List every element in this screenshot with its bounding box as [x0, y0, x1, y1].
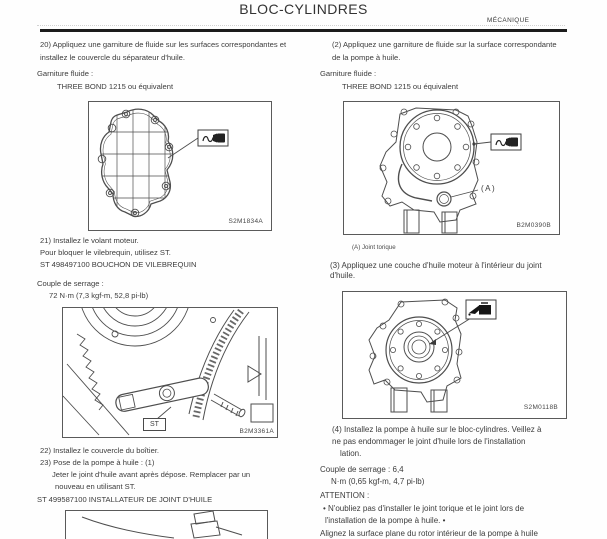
- gasket-value-left: THREE BOND 1215 ou équivalent: [57, 82, 174, 91]
- oil-can-icon: [466, 300, 496, 319]
- step-23-line-3: nouveau en utilisant ST.: [55, 482, 136, 491]
- seal-installer-drawing: [66, 511, 267, 539]
- torque-label-left: Couple de serrage :: [37, 279, 104, 288]
- step-21-line-3: ST 498497100 BOUCHON DE VILEBREQUIN: [40, 260, 197, 269]
- attention-label: ATTENTION :: [320, 491, 370, 500]
- step-23-line-2: Jeter le joint d'huile avant après dépose. Remplacer par un: [52, 470, 251, 479]
- step-22-text: 22) Installez le couvercle du boîtier.: [40, 446, 160, 455]
- gasket-label-left: Garniture fluide :: [37, 69, 94, 78]
- oil-pump-rear-drawing: [343, 292, 566, 418]
- dotted-divider: [37, 25, 565, 26]
- header-rule: [40, 29, 567, 32]
- flywheel-drawing: [63, 308, 277, 437]
- attention-line-2: l'installation de la pompe à huile. •: [325, 516, 446, 525]
- section-label: MÉCANIQUE: [487, 17, 530, 24]
- step-23-line-4: ST 499587100 INSTALLATEUR DE JOINT D'HUILE: [37, 495, 213, 504]
- attention-line-1: • N'oubliez pas d'installer le joint torique et le joint lors de: [323, 504, 525, 513]
- figure-oil-pump-seal: [342, 291, 567, 419]
- gasket-value-right: THREE BOND 1215 ou équivalent: [342, 82, 459, 91]
- step-2-line-1: (2) Appliquez une garniture de fluide sur la surface correspondante: [332, 40, 557, 49]
- attention-line-3: Alignez la surface plane du rotor intérieur de la pompe à huile: [320, 529, 538, 538]
- oil-separator-cover-drawing: [89, 102, 271, 230]
- figure-code: B2M0390B: [516, 222, 551, 229]
- figure-flywheel-st-tool: [62, 307, 278, 438]
- torque-label-right: Couple de serrage : 6,4: [320, 465, 404, 474]
- figure-caption-a: (A) Joint torique: [352, 244, 396, 251]
- step-21-line-1: 21) Installez le volant moteur.: [40, 236, 139, 245]
- page-title: BLOC-CYLINDRES: [239, 1, 368, 17]
- step-2-line-2: de la pompe à huile.: [332, 53, 401, 62]
- liquid-gasket-tube-icon: [198, 130, 228, 146]
- figure-code: S2M1834A: [228, 218, 263, 225]
- figure-oil-separator-cover: [88, 101, 272, 231]
- step-4-line-1: (4) Installez la pompe à huile sur le bloc-cylindres. Veillez à: [332, 425, 542, 434]
- a-callout-label: (A): [481, 184, 497, 193]
- step-23-line-1: 23) Pose de la pompe à huile : (1): [40, 458, 155, 467]
- step-21-line-2: Pour bloquer le vilebrequin, utilisez ST.: [40, 248, 171, 257]
- figure-oil-pump-gasket: [343, 101, 560, 235]
- step-3-line-2: d'huile.: [330, 271, 356, 280]
- figure-code: S2M0118B: [523, 404, 558, 411]
- step-4-line-3: lation.: [340, 449, 362, 458]
- step-20-line-1: 20) Appliquez une garniture de fluide sur les surfaces correspondantes et: [40, 40, 287, 49]
- step-4-line-2: ne pas endommager le joint d'huile lors de l'installation: [332, 437, 526, 446]
- torque-value-left: 72 N·m (7,3 kgf-m, 52,8 pi-lb): [49, 291, 149, 300]
- step-3-line-1: (3) Appliquez une couche d'huile moteur à l'intérieur du joint: [330, 261, 542, 270]
- figure-code: B2M3361A: [239, 428, 274, 435]
- figure-seal-installer-partial: [65, 510, 268, 539]
- liquid-gasket-tube-icon: [491, 134, 521, 150]
- st-tool-label: ST: [143, 418, 166, 431]
- step-20-line-2: installez le couvercle du séparateur d'huile.: [40, 53, 185, 62]
- oil-pump-front-drawing: [344, 102, 559, 234]
- gasket-label-right: Garniture fluide :: [320, 69, 377, 78]
- torque-value-right: N·m (0,65 kgf-m, 4,7 pi-lb): [331, 477, 425, 486]
